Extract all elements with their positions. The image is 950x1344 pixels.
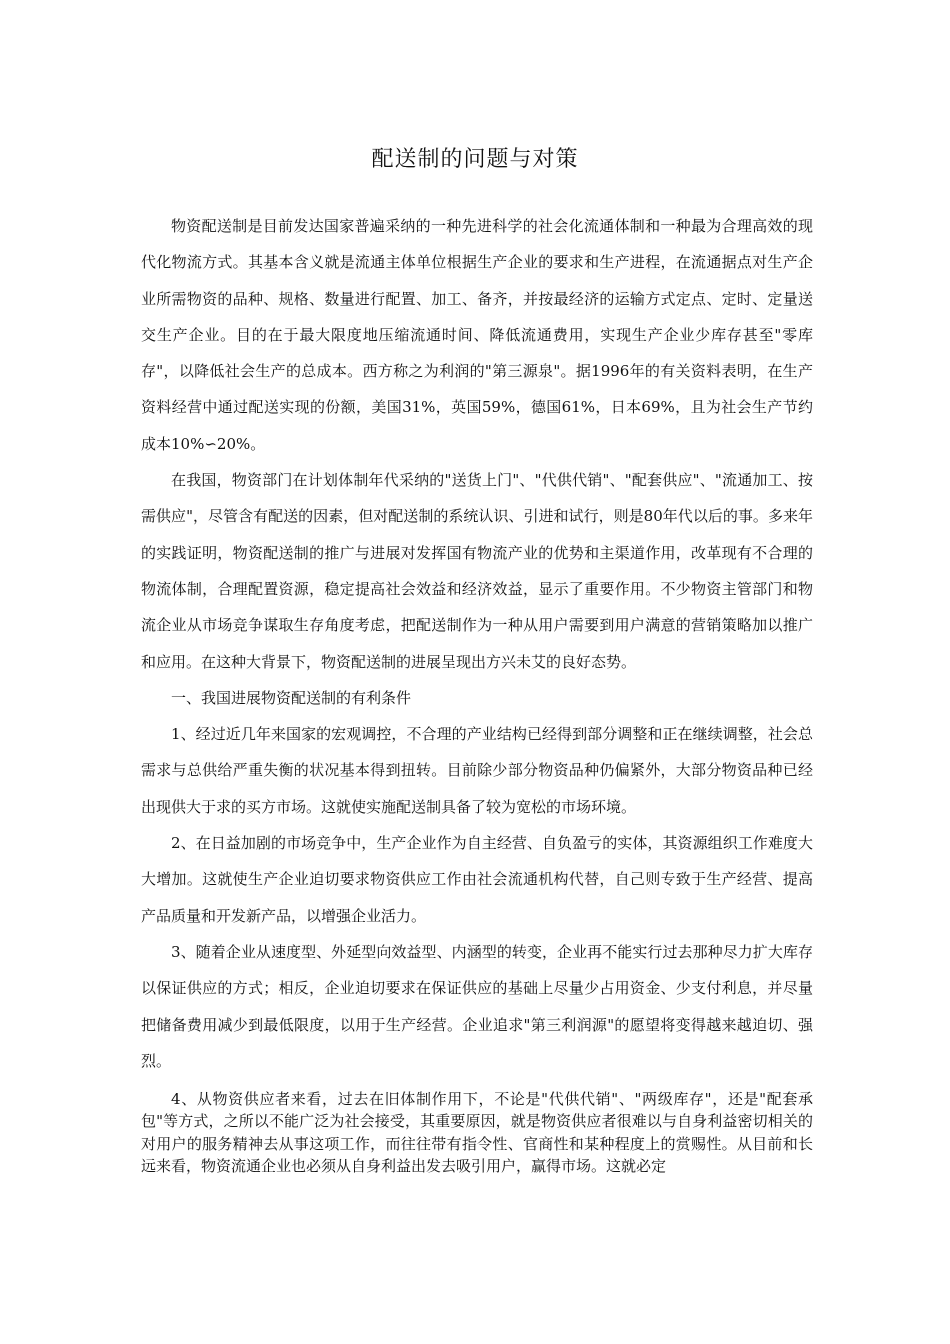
paragraph-intro: 物资配送制是目前发达国家普遍采纳的一种先进科学的社会化流通体制和一种最为合理高效的现代化物流方式。其基本含义就是流通主体单位根据生产企业的要求和生产进程，在流通据点对生产企业所需物资的品种、规格、数量进行配置、加工、备齐，并按最经济的运输方式定点、定时、定量送交生产企业。目的在于最大限度地压缩流通时间、降低流通费用，实现生产企业少库存甚至"零库存"，以降低社会生产的总成本。西方称之为利润的"第三源泉"。据1996年的有关资料表明，在生产资料经营中通过配送实现的份额，美国31%，英国59%，德国61%，日本69%，且为社会生产节约成本10%∽20%。 — [141, 217, 813, 453]
paragraph-condition-3: 3、随着企业从速度型、外延型向效益型、内涵型的转变，企业再不能实行过去那种尽力扩大库存以保证供应的方式；相反，企业迫切要求在保证供应的基础上尽量少占用资金、少支付利息，并尽量把储备费用减少到最低限度，以用于生产经营。企业追求"第三利润源"的愿望将变得越来越迫切、强烈。 — [141, 942, 813, 1070]
paragraph-condition-1: 1、经过近几年来国家的宏观调控，不合理的产业结构已经得到部分调整和正在继续调整，社会总需求与总供给严重失衡的状况基本得到扭转。目前除少部分物资品种仍偏紧外，大部分物资品种已经出现供大于求的买方市场。这就使实施配送制具备了较为宽松的市场环境。 — [141, 725, 813, 816]
section-heading-favorable-conditions: 一、我国进展物资配送制的有利条件 — [171, 688, 412, 707]
paragraph-condition-4: 4、从物资供应者来看，过去在旧体制作用下，不论是"代供代销"、"两级库存"，还是"配套承包"等方式，之所以不能广泛为社会接受，其重要原因，就是物资供应者很难以与自身利益密切相关的对用户的服务精神去从事这项工作，而往往带有指令性、官商性和某种程度上的赏赐性。从目前和长远来看，物资流通企业也必须从自身利益出发去吸引用户，赢得市场。这就必定 — [141, 1090, 813, 1176]
paragraph-china-background: 在我国，物资部门在计划体制年代采纳的"送货上门"、"代供代销"、"配套供应"、"流通加工、按需供应"，尽管含有配送的因素，但对配送制的系统认识、引进和试行，则是80年代以后的事。多来年的实践证明，物资配送制的推广与进展对发挥国有物流产业的优势和主渠道作用，改革现有不合理的物流体制，合理配置资源，稳定提高社会效益和经济效益，显示了重要作用。不少物资主管部门和物流企业从市场竞争谋取生存角度考虑，把配送制作为一种从用户需要到用户满意的营销策略加以推广和应用。在这种大背景下，物资配送制的进展呈现出方兴未艾的良好态势。 — [141, 471, 813, 671]
paragraph-condition-2: 2、在日益加剧的市场竞争中，生产企业作为自主经营、自负盈亏的实体，其资源组织工作难度大大增加。这就使生产企业迫切要求物资供应工作由社会流通机构代替，自己则专致于生产经营、提高产品质量和开发新产品，以增强企业活力。 — [141, 834, 813, 925]
document-title: 配送制的问题与对策 — [371, 147, 579, 172]
document-body — [141, 208, 813, 1177]
